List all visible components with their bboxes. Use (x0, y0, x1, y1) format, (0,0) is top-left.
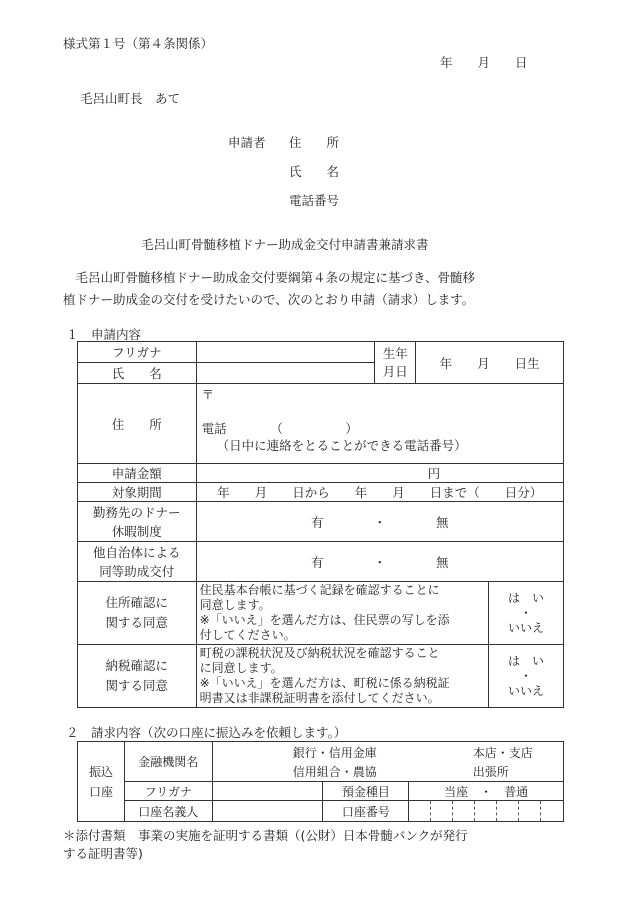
addr-consent-line-2: 同意します。 (199, 598, 271, 612)
account-digit-6[interactable] (519, 801, 541, 822)
birth-label-cell (375, 342, 416, 384)
birth-date-value: 年 月 日生 (439, 355, 540, 371)
tax-consent-dot: ・ (520, 668, 533, 683)
account-digit-5[interactable] (497, 801, 519, 822)
addr-consent-label-cell (78, 582, 197, 645)
tax-consent-label-1: 納税確認に (105, 658, 169, 673)
deposit-type-label: 預金種目 (341, 784, 390, 799)
application-table (77, 341, 564, 708)
addr-consent-no[interactable]: いいえ (508, 620, 545, 635)
leave-label-1: 勤務先のドナー (93, 504, 181, 520)
addr-consent-label-1: 住所確認に (105, 595, 169, 610)
account-digit-2[interactable] (431, 801, 453, 822)
address-label-cell (78, 384, 197, 464)
leave-label-2: 休暇制度 (111, 523, 162, 539)
other-label-1: 他自治体による (93, 544, 181, 560)
birth-date-input[interactable] (416, 342, 564, 384)
holder-input[interactable] (212, 801, 323, 822)
applicant-phone-label: 電話番号 (289, 193, 340, 208)
holder-label-cell (124, 801, 212, 822)
applicant-name-label: 氏 名 (289, 164, 340, 179)
tax-consent-line-1: 町税の課税状況及び納税状況を確認すること (199, 646, 440, 660)
account-digit-1[interactable] (409, 801, 431, 822)
addr-consent-label-2: 関する同意 (105, 615, 169, 630)
attachment-note-1: ＊添付書類 事業の実施を証明する書類（(公財）日本骨髄バンクが発行 (63, 828, 468, 843)
period-value: 年 月 日から 年 月 日まで（ 日分） (217, 485, 543, 500)
addr-consent-line-4: 付してください。 (199, 628, 296, 642)
transfer-label-cell (78, 742, 125, 822)
furigana-input[interactable] (196, 342, 375, 363)
branch-types-1: 本店・支店 (472, 745, 533, 760)
account-digit-7[interactable] (540, 801, 563, 822)
deposit-types: 当座 ・ 普通 (444, 784, 529, 799)
bank-input[interactable] (212, 742, 563, 782)
birth-label-2: 月日 (382, 363, 408, 379)
amount-label: 申請金額 (111, 466, 162, 481)
amount-unit: 円 (427, 466, 441, 481)
account-no-label-cell (323, 801, 409, 822)
addressee: 毛呂山町長 あて (80, 91, 181, 106)
amount-input[interactable] (196, 464, 563, 483)
address-input[interactable] (196, 384, 563, 464)
other-label-2: 同等助成交付 (99, 563, 175, 579)
intro-line-2: 植ドナー助成金の交付を受けたいので、次のとおり申請（請求）します。 (63, 292, 475, 307)
addr-consent-text (196, 582, 488, 645)
bank-label-cell (124, 742, 212, 782)
applicant-address-label: 住 所 (289, 135, 340, 150)
other-choice[interactable] (196, 542, 563, 582)
tax-consent-label-cell (78, 645, 197, 708)
section2-heading: ２ 請求内容（次の口座に振込みを依頼します。） (66, 725, 347, 740)
leave-choice[interactable] (196, 502, 563, 542)
deposit-type-label-cell (323, 782, 409, 801)
period-label: 対象期間 (111, 485, 162, 500)
birth-label-1: 生年 (382, 345, 408, 361)
addr-consent-line-3: ※「いいえ」を選んだ方は、住民票の写しを添 (199, 613, 450, 627)
section1-heading: １ 申請内容 (66, 327, 142, 342)
attachment-note-2: する証明書等) (63, 846, 143, 861)
tax-consent-text (196, 645, 488, 708)
bank-table (77, 741, 564, 822)
leave-label-cell (78, 502, 197, 542)
address-label: 住 所 (111, 416, 162, 432)
postal-mark: 〒 (201, 387, 215, 402)
furigana-label-cell (78, 342, 197, 363)
name-label-cell (78, 363, 197, 384)
name-input[interactable] (196, 363, 375, 384)
addr-consent-choice[interactable] (489, 582, 564, 645)
document-title: 毛呂山町骨髄移植ドナー助成金交付申請書兼請求書 (141, 237, 429, 252)
account-no-label: 口座番号 (341, 804, 390, 819)
addr-consent-dot: ・ (520, 605, 533, 620)
tax-consent-line-2: に同意します。 (199, 661, 283, 675)
furigana-label: フリガナ (112, 345, 162, 360)
period-label-cell (78, 483, 197, 502)
holder-label: 口座名義人 (138, 804, 199, 819)
account-furigana-label-cell (124, 782, 212, 801)
form-number: 様式第１号（第４条関係） (63, 36, 214, 51)
account-furigana-label: フリガナ (144, 784, 192, 799)
tax-consent-label-2: 関する同意 (105, 678, 169, 693)
applicant-label: 申請者 (228, 135, 266, 150)
branch-types-2: 出張所 (472, 764, 509, 779)
intro-line-1: 毛呂山町骨髄移植ドナー助成金交付要綱第４条の規定に基づき、骨髄移 (63, 270, 476, 285)
bank-types-1: 銀行・信用金庫 (292, 745, 377, 760)
deposit-type-choice[interactable] (409, 782, 564, 801)
account-digit-4[interactable] (475, 801, 497, 822)
leave-value: 有 ・ 無 (311, 514, 449, 530)
date-line: 年 月 日 (440, 55, 528, 70)
other-value: 有 ・ 無 (311, 554, 449, 570)
phone-line: 電話 （ ） (201, 421, 358, 436)
other-label-cell (78, 542, 197, 582)
tax-consent-no[interactable]: いいえ (508, 683, 545, 698)
transfer-label-2: 口座 (88, 784, 113, 799)
phone-note: （日中に連絡をとることができる電話番号） (216, 438, 467, 453)
account-digit-3[interactable] (453, 801, 475, 822)
transfer-label-1: 振込 (88, 764, 113, 779)
tax-consent-yes[interactable]: は い (508, 653, 545, 668)
amount-label-cell (78, 464, 197, 483)
bank-label: 金融機関名 (138, 755, 199, 769)
bank-types-2: 信用組合・農協 (292, 764, 377, 779)
addr-consent-yes[interactable]: は い (508, 590, 545, 605)
tax-consent-choice[interactable] (489, 645, 564, 708)
tax-consent-line-3: ※「いいえ」を選んだ方は、町税に係る納税証 (199, 676, 450, 690)
tax-consent-line-4: 明書又は非課税証明書を添付してください。 (199, 691, 440, 705)
name-label: 氏 名 (111, 366, 162, 381)
addr-consent-line-1: 住民基本台帳に基づく記録を確認することに (199, 583, 440, 597)
period-input[interactable] (196, 483, 563, 502)
account-furigana-input[interactable] (212, 782, 323, 801)
